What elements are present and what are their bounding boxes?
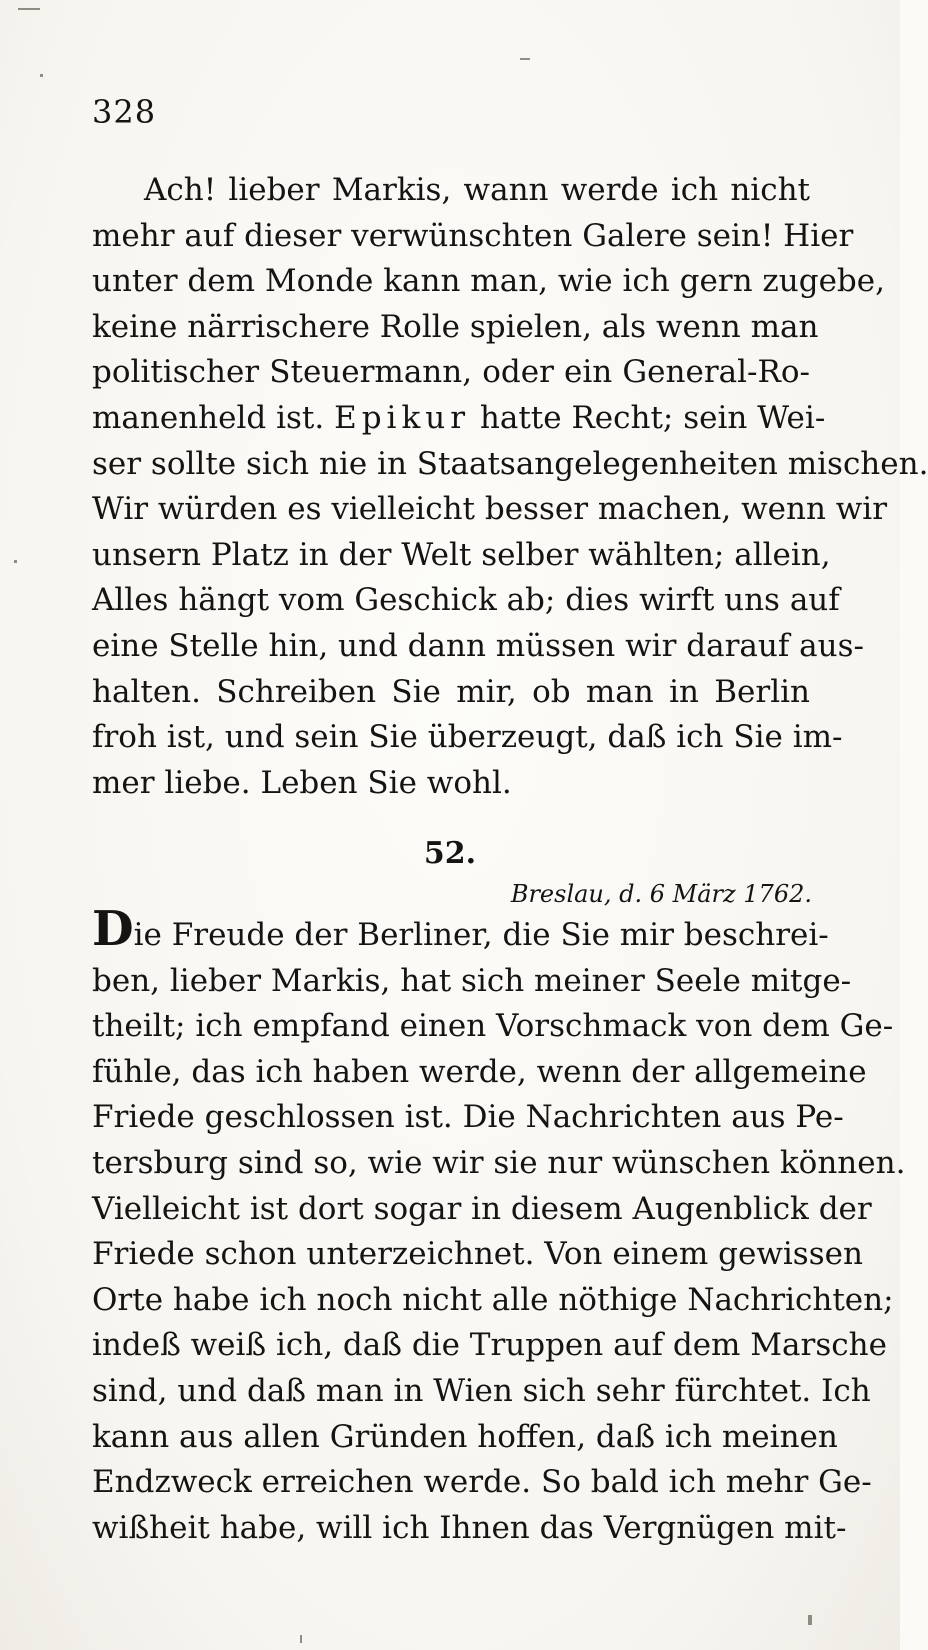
text-line: halten. Schreiben Sie mir, ob man in Berlin	[92, 673, 810, 710]
text-line	[92, 396, 826, 442]
dateline: Breslau, d. 6 März 1762.	[510, 880, 812, 908]
text-line	[92, 901, 829, 959]
text-fragment: ie Freude der Berliner, die Sie mir beschrei-	[133, 917, 829, 953]
text-line: ser sollte sich nie in Staatsangelegenheiten mischen.	[92, 445, 928, 482]
scan-speck	[300, 1635, 302, 1643]
text-line: mehr auf dieser verwünschten Galere sein! Hier	[92, 217, 854, 254]
text-line: Vielleicht ist dort sogar in diesem Augenblick der	[92, 1190, 872, 1227]
scan-speck	[14, 560, 17, 563]
text-line: Friede geschlossen ist. Die Nachrichten aus Pe-	[92, 1099, 844, 1136]
text-line: unsern Platz in der Welt selber wählten; allein,	[92, 536, 831, 573]
text-line: Friede schon unterzeichnet. Von einem gewissen	[92, 1236, 863, 1273]
text-line: politischer Steuermann, oder ein General-Ro-	[92, 354, 810, 391]
text-line: Wir würden es vielleicht besser machen, wenn wir	[92, 491, 888, 528]
letter-body-2	[92, 901, 906, 1551]
drop-cap: D	[92, 901, 134, 957]
scan-speck	[18, 8, 40, 10]
scan-speck	[808, 1615, 812, 1625]
page-number: 328	[92, 93, 157, 131]
text-line: Orte habe ich noch nicht alle nöthige Nachrichten;	[92, 1281, 894, 1318]
text-line: Endzweck erreichen werde. So bald ich mehr Ge-	[92, 1464, 872, 1501]
text-line: indeß weiß ich, daß die Truppen auf dem Marsche	[92, 1327, 887, 1364]
text-line: wißheit habe, will ich Ihnen das Vergnügen mit-	[92, 1509, 847, 1546]
text-line: froh ist, und sein Sie überzeugt, daß ich Sie im-	[92, 719, 843, 756]
text-line: keine närrischere Rolle spielen, als wenn man	[92, 308, 819, 345]
text-line: ben, lieber Markis, hat sich meiner Seele mitge-	[92, 962, 852, 999]
text-line: unter dem Monde kann man, wie ich gern zugebe,	[92, 263, 885, 300]
text-line: mer liebe. Leben Sie wohl.	[92, 764, 512, 801]
text-fragment: manenheld ist.	[92, 399, 335, 436]
text-line: sind, und daß man in Wien sich sehr fürchtet. Ich	[92, 1372, 871, 1409]
letter-body-1	[92, 168, 928, 806]
scan-speck	[40, 74, 43, 77]
text-line: tersburg sind so, wie wir sie nur wünschen können.	[92, 1144, 906, 1181]
text-line: Alles hängt vom Geschick ab; dies wirft uns auf	[92, 582, 840, 619]
spaced-name: Epikur	[334, 399, 471, 436]
text-line: eine Stelle hin, und dann müssen wir darauf aus-	[92, 627, 865, 664]
text-line: Ach! lieber Markis, wann werde ich nicht	[144, 172, 810, 208]
text-fragment: hatte Recht; sein Wei-	[470, 399, 826, 436]
letter-number: 52.	[423, 836, 477, 871]
text-line: kann aus allen Gründen hoffen, daß ich meinen	[92, 1418, 838, 1455]
text-line: fühle, das ich haben werde, wenn der allgemeine	[92, 1053, 867, 1090]
scan-speck	[520, 58, 530, 60]
text-line: theilt; ich empfand einen Vorschmack von dem Ge-	[92, 1008, 894, 1045]
